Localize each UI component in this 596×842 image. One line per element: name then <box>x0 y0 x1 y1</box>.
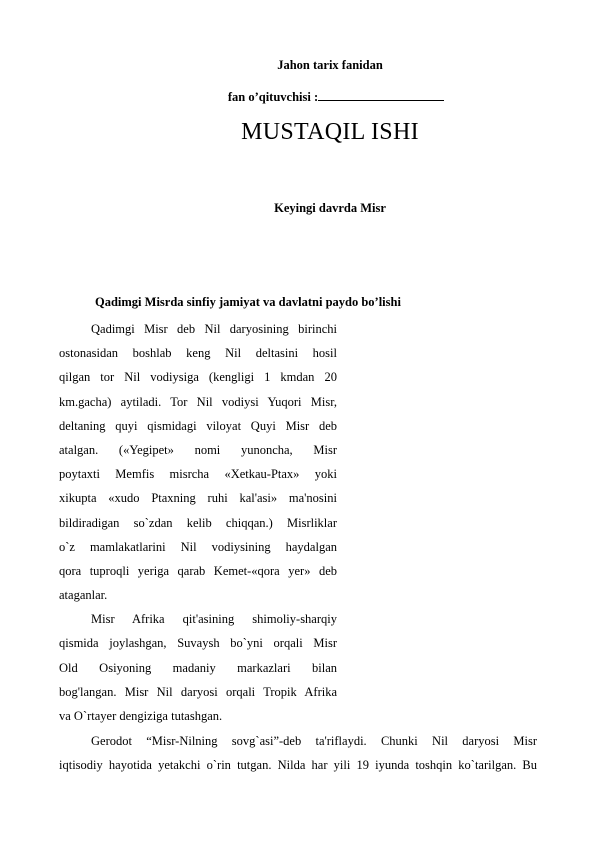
text-line: o`z mamlakatlarini Nil vodiysining haydalgan <box>59 539 337 554</box>
document-title: MUSTAQIL ISHI <box>241 119 419 145</box>
text-line: Misr Afrika qit'asining shimoliy-sharqiy <box>91 612 337 627</box>
text-line: va O`rtayer dengiziga tutashgan. <box>59 709 223 723</box>
text-line: ostonasidan boshlab keng Nil deltasini hosil <box>59 346 337 361</box>
full-width-paragraph <box>59 729 537 777</box>
text-line: ataganlar. <box>59 588 108 603</box>
text-line: bog'langan. Misr Nil daryosi orqali Tropik Afrika <box>59 684 337 699</box>
subject-heading: Jahon tarix fanidan <box>277 58 383 72</box>
text-line: bildiradigan so`zdan kelib chiqqan.) Misrliklar <box>59 515 337 530</box>
section-heading: Qadimgi Misrda sinfiy jamiyat va davlatni paydo bo’lishi <box>95 295 401 309</box>
text-line: atalgan. («Yegipet» nomi yunoncha, Misr <box>59 442 337 457</box>
column-paragraphs <box>59 317 337 728</box>
text-line: iqtisodiy hayotida yetakchi o`rin tutgan. Nilda har yili 19 iyunda toshqin ko`tarilgan. Bu <box>59 758 537 773</box>
text-line: Qadimgi Misr deb Nil daryosining birinchi <box>91 322 337 336</box>
text-line: Gerodot “Misr-Nilning sovg`asi”-deb ta'riflaydi. Chunki Nil daryosi Misr <box>91 734 537 748</box>
teacher-label: fan o’qituvchisi : <box>227 90 319 104</box>
topic-heading: Keyingi davrda Misr <box>274 201 386 215</box>
text-line: km.gacha) aytiladi. Tor Nil vodiysi Yuqori Misr, <box>59 394 337 409</box>
text-line: deltaning quyi qismidagi viloyat Quyi Misr deb <box>59 418 337 433</box>
teacher-blank-underline <box>318 89 444 101</box>
text-line: qora tuproqli yeriga qarab Kemet-«qora yer» deb <box>59 563 337 578</box>
text-line: qismida joylashgan, Suvaysh bo`yni orqali Misr <box>59 636 337 651</box>
text-line: Old Osiyoning madaniy markazlari bilan <box>59 660 337 675</box>
teacher-line <box>38 89 596 105</box>
text-line: poytaxti Memfis misrcha «Xetkau-Ptax» yoki <box>59 467 337 482</box>
text-line: qilgan tor Nil vodiysiga (kengligi 1 kmdan 20 <box>59 370 337 385</box>
text-line: xikupta «xudo Ptaxning ruhi kal'asi» ma'nosini <box>59 491 337 506</box>
